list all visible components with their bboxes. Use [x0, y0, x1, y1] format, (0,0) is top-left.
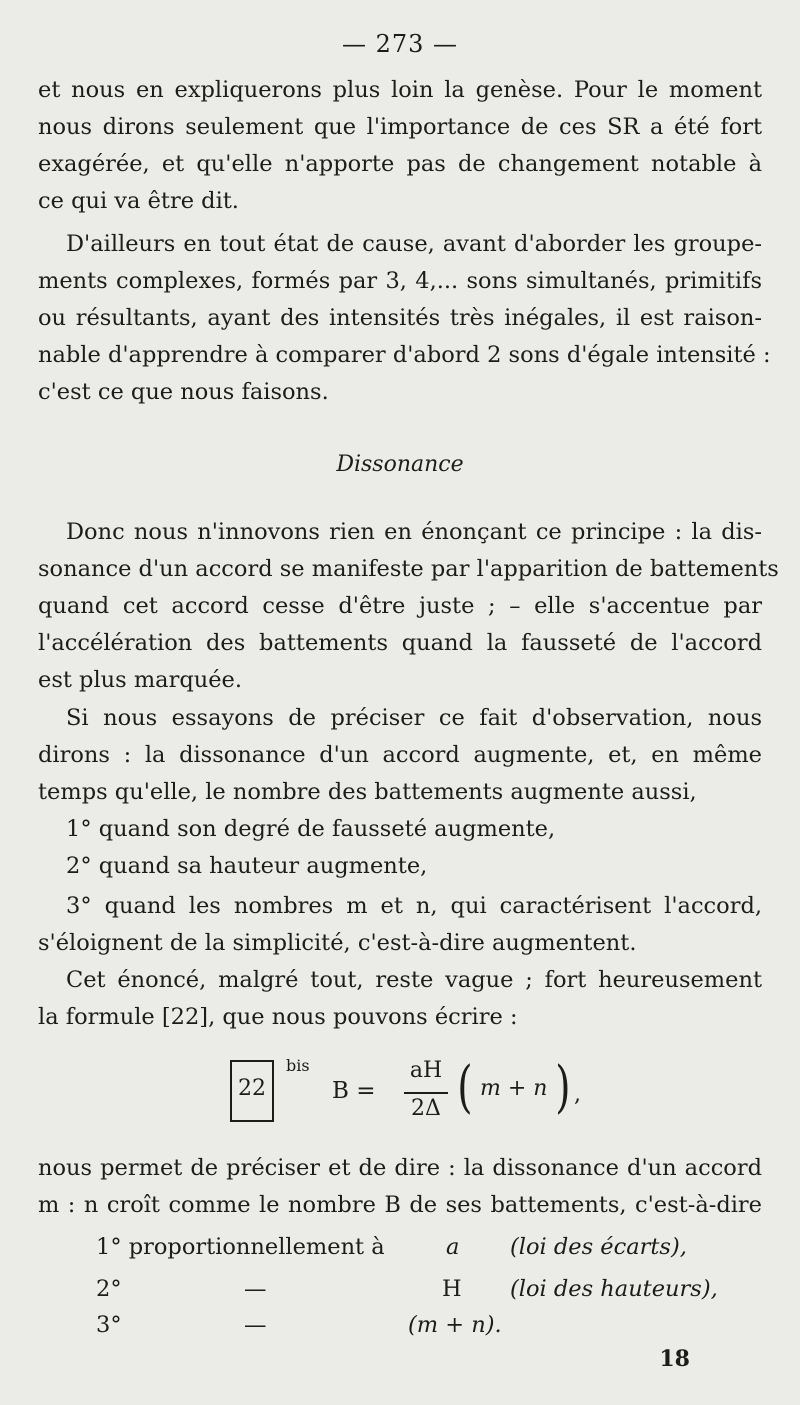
- law-3-dash: —: [244, 1312, 267, 1338]
- list-item: 2° quand sa hauteur augmente,: [66, 853, 428, 879]
- text-line: exagérée, et qu'elle n'apporte pas de changement notable à: [38, 151, 762, 177]
- paragraph-2: [38, 226, 771, 411]
- text-line: sonance d'un accord se manifeste par l'apparition de battements: [38, 556, 779, 582]
- paragraph-6: [38, 1150, 762, 1224]
- paragraph-5: [38, 962, 762, 1036]
- signature-mark: 18: [659, 1346, 690, 1372]
- text-line: m : n croît comme le nombre B de ses battements, c'est-à-dire: [38, 1192, 762, 1218]
- text-line: et nous en expliquerons plus loin la genèse. Pour le moment: [38, 77, 762, 103]
- law-2-label: 2°: [96, 1276, 122, 1302]
- paragraph-3: [38, 514, 779, 699]
- text-line: nous dirons seulement que l'importance de ces SR a été fort: [38, 114, 762, 140]
- text-line: nous permet de préciser et de dire : la dissonance d'un accord: [38, 1155, 762, 1181]
- text-line: 3° quand les nombres m et n, qui caractérisent l'accord,: [66, 893, 762, 919]
- text-line: Donc nous n'innovons rien en énonçant ce principe : la dis-: [66, 519, 762, 545]
- text-line: Si nous essayons de préciser ce fait d'observation, nous: [66, 705, 762, 731]
- law-2-name: (loi des hauteurs),: [510, 1276, 718, 1302]
- text-line: est plus marquée.: [38, 667, 243, 693]
- text-line: la formule [22], que nous pouvons écrire :: [38, 1004, 518, 1030]
- paragraph-1: [38, 72, 762, 220]
- law-1-symbol: a: [446, 1234, 460, 1260]
- text-line: D'ailleurs en tout état de cause, avant d'aborder les groupe-: [66, 231, 762, 257]
- formula-inner: m + n: [480, 1076, 548, 1101]
- text-line: Cet énoncé, malgré tout, reste vague ; fort heureusement: [66, 967, 762, 993]
- text-line: ce qui va être dit.: [38, 188, 239, 214]
- formula-ref: 22: [238, 1076, 266, 1101]
- law-2-symbol: H: [442, 1276, 462, 1302]
- formula-close-paren: ): [555, 1055, 571, 1120]
- page-number: — 273 —: [341, 30, 459, 58]
- formula-denominator: 2Δ: [411, 1096, 441, 1121]
- text-line: ou résultants, ayant des intensités très inégales, il est raison-: [38, 305, 762, 331]
- list-item-3: [38, 888, 762, 962]
- text-line: quand cet accord cesse d'être juste ; – elle s'accentue par: [38, 593, 762, 619]
- formula-open-paren: (: [457, 1055, 473, 1120]
- law-2-dash: —: [244, 1276, 267, 1302]
- text-line: l'accélération des battements quand la fausseté de l'accord: [38, 630, 762, 656]
- text-line: nable d'apprendre à comparer d'abord 2 sons d'égale intensité :: [38, 342, 771, 368]
- law-3-label: 3°: [96, 1312, 122, 1338]
- formula-fraction-bar: [404, 1092, 448, 1094]
- paragraph-4: [38, 700, 762, 885]
- formula-comma: ,: [574, 1082, 581, 1107]
- section-heading: Dissonance: [336, 452, 464, 477]
- list-item: 1° quand son degré de fausseté augmente,: [66, 816, 556, 842]
- text-line: c'est ce que nous faisons.: [38, 379, 329, 405]
- text-line: ments complexes, formés par 3, 4,... sons simultanés, primitifs: [38, 268, 762, 294]
- text-line: temps qu'elle, le nombre des battements augmente aussi,: [38, 779, 697, 805]
- formula-lhs: B =: [332, 1078, 376, 1104]
- formula-22bis: [222, 1052, 622, 1132]
- formula-numerator: aH: [409, 1058, 443, 1083]
- law-1-name: (loi des écarts),: [510, 1234, 687, 1260]
- law-1-label: 1° proportionnellement à: [96, 1234, 385, 1260]
- formula-superscript: bis: [286, 1056, 310, 1075]
- law-3-symbol: (m + n).: [408, 1312, 502, 1338]
- text-line: dirons : la dissonance d'un accord augmente, et, en même: [38, 742, 762, 768]
- text-line: s'éloignent de la simplicité, c'est-à-dire augmentent.: [38, 930, 637, 956]
